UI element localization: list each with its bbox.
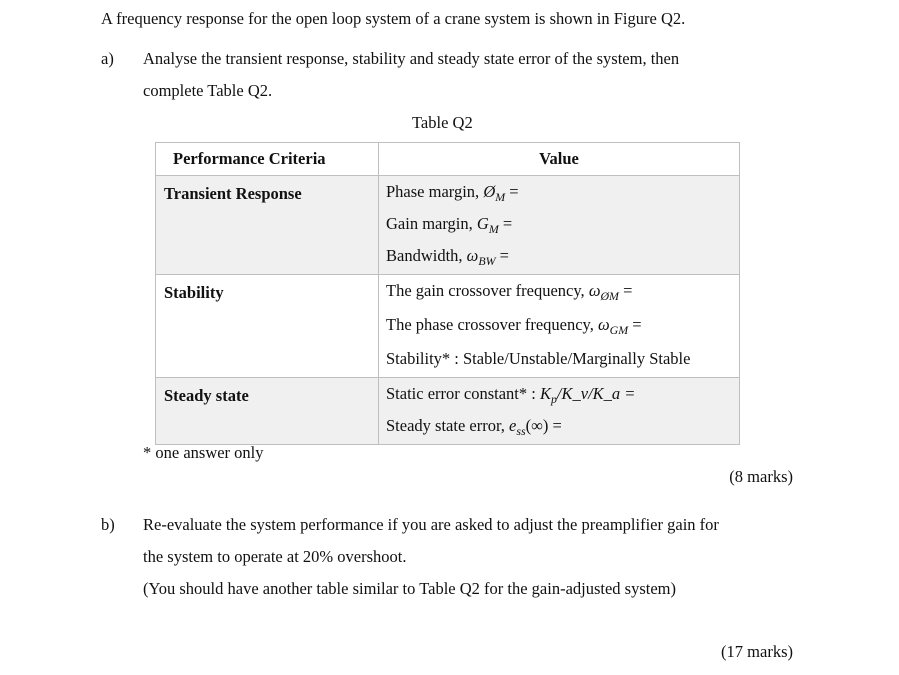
static-error-constant-subscript: p <box>550 392 557 407</box>
gain-crossover-line <box>379 275 739 311</box>
phase-crossover-subscript: GM <box>609 323 629 338</box>
gain-crossover-symbol: ω <box>588 281 601 300</box>
header-value: Value <box>379 143 740 176</box>
part-a-line2: complete Table Q2. <box>143 81 273 100</box>
phase-crossover-label: The phase crossover frequency, <box>386 315 598 334</box>
row-steady-state <box>156 378 740 445</box>
static-error-constant-tail: /K_v/K_a = <box>556 384 636 403</box>
part-a-marks: (8 marks) <box>729 467 793 486</box>
header-performance-criteria: Performance Criteria <box>156 143 379 176</box>
gain-margin-symbol: G <box>476 214 489 233</box>
part-b-line1: Re-evaluate the system performance if you are asked to adjust the preamplifier gain for <box>143 515 719 534</box>
steady-state-error-line <box>379 412 739 444</box>
phase-margin-label: Phase margin, <box>386 182 484 201</box>
static-error-constant-symbol: K <box>539 384 551 403</box>
gain-crossover-equals: = <box>618 281 633 300</box>
part-b-label: b) <box>101 515 115 534</box>
static-error-constant-line <box>379 378 739 412</box>
criteria-stability: Stability <box>164 283 224 302</box>
phase-margin-symbol: Ø <box>483 182 496 201</box>
bandwidth-equals: = <box>495 246 509 265</box>
static-error-constant-label: Static error constant* : <box>386 384 540 403</box>
phase-margin-equals: = <box>505 182 519 201</box>
gain-margin-label: Gain margin, <box>386 214 477 233</box>
steady-state-error-symbol: e <box>509 416 517 435</box>
part-b-marks: (17 marks) <box>721 642 793 661</box>
part-a-label: a) <box>101 49 114 68</box>
criteria-transient-response: Transient Response <box>164 184 302 203</box>
gain-crossover-label: The gain crossover frequency, <box>386 281 589 300</box>
phase-margin-subscript: M <box>495 190 506 205</box>
table-footnote: * one answer only <box>143 443 264 462</box>
steady-state-error-equals: (∞) = <box>525 416 562 435</box>
table-caption: Table Q2 <box>412 113 473 132</box>
stability-options-line <box>379 345 739 377</box>
bandwidth-label: Bandwidth, <box>386 246 467 265</box>
stability-options-text: Stability* : Stable/Unstable/Marginally Stable <box>386 349 691 368</box>
table-header-row <box>156 143 740 176</box>
table-q2 <box>155 142 740 445</box>
criteria-steady-state: Steady state <box>164 386 249 405</box>
part-a-line1: Analyse the transient response, stability and steady state error of the system, then <box>143 49 680 68</box>
steady-state-error-label: Steady state error, <box>386 416 510 435</box>
steady-state-error-subscript: ss <box>516 424 526 439</box>
phase-margin-line <box>379 176 739 210</box>
bandwidth-line <box>379 242 739 274</box>
bandwidth-symbol: ω <box>466 246 479 265</box>
phase-crossover-line <box>379 311 739 345</box>
row-stability <box>156 275 740 378</box>
part-b-line3: (You should have another table similar to Table Q2 for the gain-adjusted system) <box>143 579 677 598</box>
gain-crossover-subscript: ØM <box>600 289 619 304</box>
bandwidth-subscript: BW <box>478 254 496 269</box>
part-b-line2: the system to operate at 20% overshoot. <box>143 547 407 566</box>
row-transient-response <box>156 176 740 275</box>
intro-text: A frequency response for the open loop system of a crane system is shown in Figure Q2. <box>101 9 686 28</box>
gain-margin-line <box>379 210 739 242</box>
gain-margin-subscript: M <box>488 222 499 237</box>
phase-crossover-symbol: ω <box>597 315 610 334</box>
phase-crossover-equals: = <box>628 315 642 334</box>
gain-margin-equals: = <box>498 214 513 233</box>
